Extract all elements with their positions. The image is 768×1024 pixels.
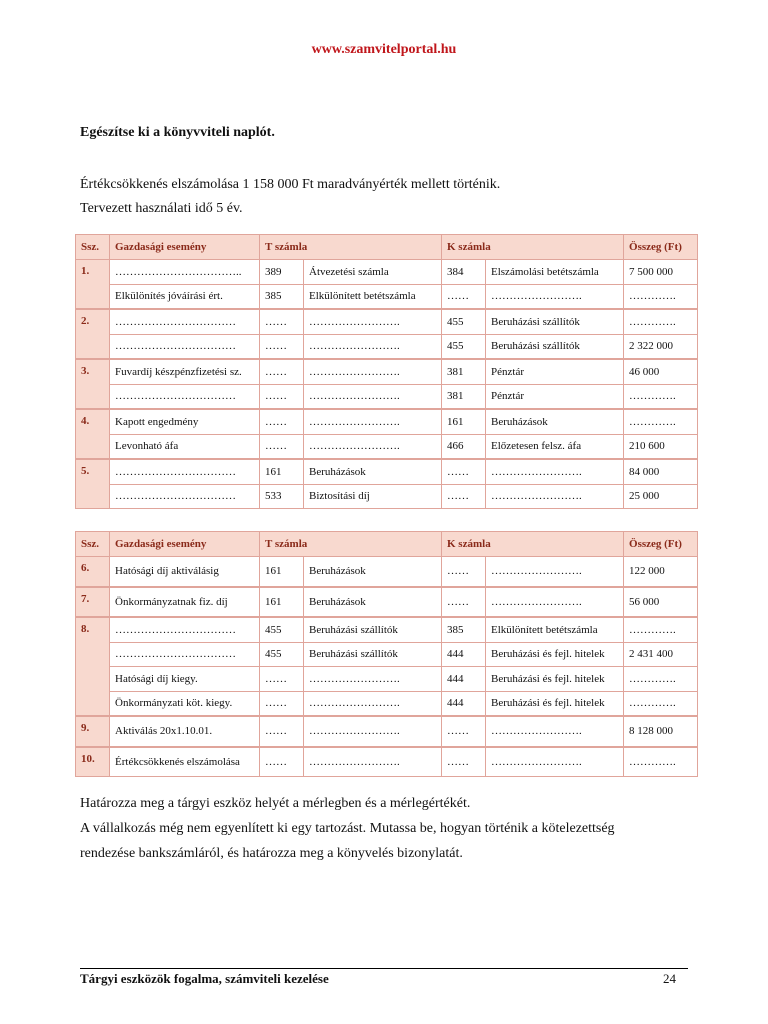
debit-account-number: …… [260, 359, 304, 384]
table-row [76, 557, 698, 587]
credit-account-number: 161 [442, 409, 486, 434]
amount-cell: 25 000 [624, 484, 698, 509]
debit-account-name: Beruházási szállítók [304, 642, 442, 667]
credit-account-number: …… [442, 459, 486, 484]
event-cell: …………………………… [110, 484, 260, 509]
debit-account-number: …… [260, 334, 304, 359]
debit-account-number: …… [260, 409, 304, 434]
credit-account-name: ……………………. [486, 484, 624, 509]
question-liability-line2: rendezése bankszámláról, és határozza meg a könyvelés bizonylatát. [80, 846, 463, 861]
credit-account-number: 444 [442, 691, 486, 716]
page-number: 24 [663, 971, 676, 986]
debit-account-name: Átvezetési számla [304, 260, 442, 285]
credit-account-name: ……………………. [486, 284, 624, 309]
col-header-amount: Összeg (Ft) [624, 235, 698, 260]
event-cell: …………………………… [110, 309, 260, 334]
debit-account-name: Beruházási szállítók [304, 617, 442, 642]
footer-title: Tárgyi eszközök fogalma, számviteli kezelése [80, 971, 329, 986]
col-header-debit: T számla [260, 532, 442, 557]
debit-account-number: …… [260, 716, 304, 747]
amount-cell: …………. [624, 384, 698, 409]
credit-account-number: 385 [442, 617, 486, 642]
entry-number: 6. [76, 557, 110, 587]
entry-number: 4. [76, 409, 110, 459]
event-cell: …………………………… [110, 459, 260, 484]
debit-account-name: ……………………. [304, 667, 442, 692]
credit-account-number: 455 [442, 309, 486, 334]
debit-account-number: 385 [260, 284, 304, 309]
debit-account-number: 533 [260, 484, 304, 509]
debit-account-number: …… [260, 384, 304, 409]
debit-account-name: ……………………. [304, 309, 442, 334]
credit-account-number: 381 [442, 384, 486, 409]
debit-account-number: …… [260, 747, 304, 777]
entry-number: 10. [76, 747, 110, 777]
debit-account-name: ……………………. [304, 691, 442, 716]
amount-cell: 2 431 400 [624, 642, 698, 667]
debit-account-name: Elkülönített betétszámla [304, 284, 442, 309]
col-header-event: Gazdasági esemény [110, 235, 260, 260]
amount-cell: 2 322 000 [624, 334, 698, 359]
event-cell: Önkormányzatnak fiz. díj [110, 587, 260, 618]
credit-account-name: Pénztár [486, 384, 624, 409]
debit-account-number: …… [260, 691, 304, 716]
event-cell: Önkormányzati köt. kiegy. [110, 691, 260, 716]
intro-depreciation-text: Értékcsökkenés elszámolása 1 158 000 Ft maradványérték mellett történik. [80, 177, 501, 192]
entry-number: 2. [76, 309, 110, 359]
credit-account-name: Pénztár [486, 359, 624, 384]
credit-account-number: …… [442, 284, 486, 309]
amount-cell: 56 000 [624, 587, 698, 618]
event-cell: Hatósági díj kiegy. [110, 667, 260, 692]
credit-account-number: …… [442, 747, 486, 777]
entry-number: 3. [76, 359, 110, 409]
table-row [76, 691, 698, 716]
credit-account-name: Előzetesen felsz. áfa [486, 434, 624, 459]
credit-account-name: Beruházási szállítók [486, 309, 624, 334]
credit-account-number: …… [442, 587, 486, 618]
credit-account-name: Beruházási és fejl. hitelek [486, 642, 624, 667]
amount-cell: …………. [624, 667, 698, 692]
debit-account-name: ……………………. [304, 334, 442, 359]
debit-account-number: …… [260, 667, 304, 692]
table-row [76, 409, 698, 434]
debit-account-number: …… [260, 309, 304, 334]
debit-account-name: ……………………. [304, 384, 442, 409]
table-row [76, 284, 698, 309]
table-row [76, 434, 698, 459]
credit-account-name: Beruházások [486, 409, 624, 434]
col-header-credit: K számla [442, 235, 624, 260]
credit-account-name: Elkülönített betétszámla [486, 617, 624, 642]
credit-account-number: 444 [442, 667, 486, 692]
col-header-amount: Összeg (Ft) [624, 532, 698, 557]
table-row [76, 747, 698, 777]
debit-account-name: ……………………. [304, 434, 442, 459]
amount-cell: …………. [624, 309, 698, 334]
credit-account-number: …… [442, 484, 486, 509]
amount-cell: 84 000 [624, 459, 698, 484]
credit-account-number: 466 [442, 434, 486, 459]
credit-account-name: Beruházási és fejl. hitelek [486, 667, 624, 692]
credit-account-name: ……………………. [486, 557, 624, 587]
event-cell: Fuvardíj készpénzfizetési sz. [110, 359, 260, 384]
journal-table-2 [75, 531, 698, 777]
event-cell: Kapott engedmény [110, 409, 260, 434]
credit-account-name: ……………………. [486, 459, 624, 484]
credit-account-name: ……………………. [486, 587, 624, 618]
entry-number: 5. [76, 459, 110, 509]
event-cell: Hatósági díj aktiválásig [110, 557, 260, 587]
debit-account-number: 455 [260, 617, 304, 642]
amount-cell: 46 000 [624, 359, 698, 384]
credit-account-number: …… [442, 716, 486, 747]
event-cell: …………………………… [110, 334, 260, 359]
credit-account-name: ……………………. [486, 747, 624, 777]
debit-account-name: ……………………. [304, 716, 442, 747]
debit-account-number: 389 [260, 260, 304, 285]
amount-cell: 8 128 000 [624, 716, 698, 747]
event-cell: Levonható áfa [110, 434, 260, 459]
table-row [76, 384, 698, 409]
credit-account-name: Beruházási szállítók [486, 334, 624, 359]
table-row [76, 334, 698, 359]
col-header-ssz: Ssz. [76, 235, 110, 260]
table-row [76, 667, 698, 692]
table-row [76, 642, 698, 667]
event-cell: …………………………….. [110, 260, 260, 285]
site-url-header[interactable]: www.szamvitelportal.hu [311, 42, 457, 57]
event-cell: Értékcsökkenés elszámolása [110, 747, 260, 777]
table-row [76, 309, 698, 334]
credit-account-number: 444 [442, 642, 486, 667]
table-header-row [76, 235, 698, 260]
debit-account-name: Beruházások [304, 557, 442, 587]
amount-cell: …………. [624, 691, 698, 716]
credit-account-number: …… [442, 557, 486, 587]
debit-account-name: Biztosítási díj [304, 484, 442, 509]
credit-account-number: 381 [442, 359, 486, 384]
debit-account-number: 455 [260, 642, 304, 667]
debit-account-number: 161 [260, 557, 304, 587]
event-cell: …………………………… [110, 642, 260, 667]
entry-number: 8. [76, 617, 110, 716]
amount-cell: …………. [624, 409, 698, 434]
debit-account-number: 161 [260, 587, 304, 618]
credit-account-number: 455 [442, 334, 486, 359]
debit-account-name: Beruházások [304, 459, 442, 484]
question-balance-sheet: Határozza meg a tárgyi eszköz helyét a mérlegben és a mérlegértékét. [80, 796, 471, 811]
col-header-credit: K számla [442, 532, 624, 557]
credit-account-name: Beruházási és fejl. hitelek [486, 691, 624, 716]
col-header-ssz: Ssz. [76, 532, 110, 557]
entry-number: 7. [76, 587, 110, 618]
intro-useful-life-text: Tervezett használati idő 5 év. [80, 201, 243, 216]
amount-cell: 7 500 000 [624, 260, 698, 285]
amount-cell: …………. [624, 284, 698, 309]
entry-number: 1. [76, 260, 110, 310]
table-row [76, 359, 698, 384]
footer-divider [80, 968, 688, 969]
question-liability-line1: A vállalkozás még nem egyenlített ki egy tartozást. Mutassa be, hogyan történik a kötelezettség [80, 821, 615, 836]
task-title: Egészítse ki a könyvviteli naplót. [80, 125, 275, 140]
table-row [76, 484, 698, 509]
table-row [76, 716, 698, 747]
debit-account-name: ……………………. [304, 747, 442, 777]
credit-account-name: Elszámolási betétszámla [486, 260, 624, 285]
credit-account-number: 384 [442, 260, 486, 285]
debit-account-number: 161 [260, 459, 304, 484]
debit-account-name: Beruházások [304, 587, 442, 618]
debit-account-name: ……………………. [304, 409, 442, 434]
event-cell: Aktiválás 20x1.10.01. [110, 716, 260, 747]
table-row [76, 587, 698, 618]
event-cell: …………………………… [110, 617, 260, 642]
amount-cell: …………. [624, 747, 698, 777]
col-header-event: Gazdasági esemény [110, 532, 260, 557]
table-row [76, 260, 698, 285]
col-header-debit: T számla [260, 235, 442, 260]
amount-cell: …………. [624, 617, 698, 642]
entry-number: 9. [76, 716, 110, 747]
event-cell: Elkülönítés jóváírási ért. [110, 284, 260, 309]
table-row [76, 459, 698, 484]
credit-account-name: ……………………. [486, 716, 624, 747]
table-header-row [76, 532, 698, 557]
event-cell: …………………………… [110, 384, 260, 409]
debit-account-name: ……………………. [304, 359, 442, 384]
debit-account-number: …… [260, 434, 304, 459]
table-row [76, 617, 698, 642]
amount-cell: 122 000 [624, 557, 698, 587]
amount-cell: 210 600 [624, 434, 698, 459]
journal-table-1 [75, 234, 698, 509]
